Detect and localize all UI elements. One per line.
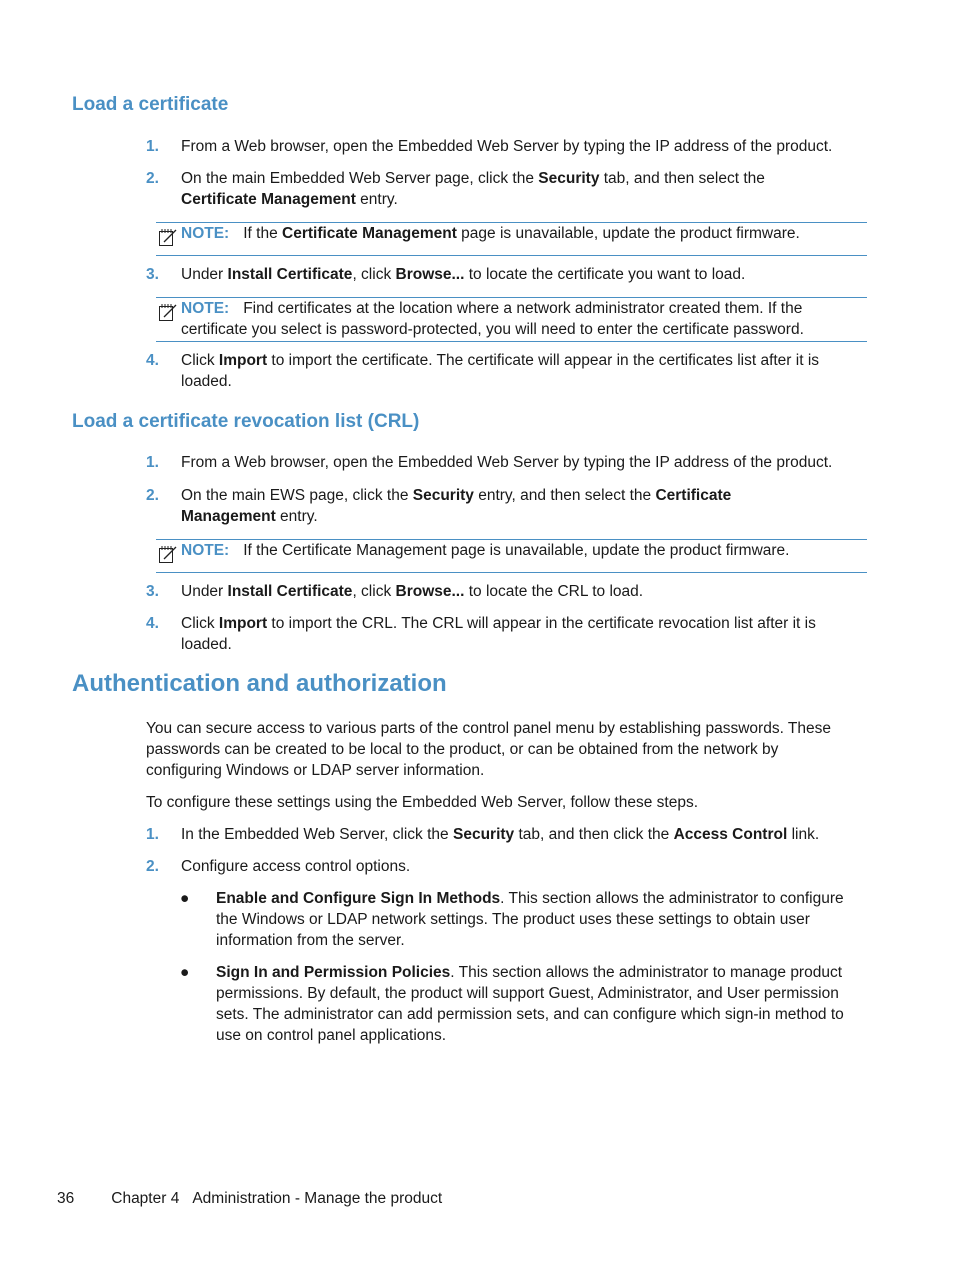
note-text: If the Certificate Management page is unavailable, update the product firmware. — [243, 542, 790, 559]
section-heading-authentication: Authentication and authorization — [72, 670, 447, 697]
step-text: From a Web browser, open the Embedded Web Server by typing the IP address of the product. — [181, 138, 833, 155]
step-number: 2. — [146, 858, 159, 875]
step-text: Click Import to import the certificate. The certificate will appear in the certificates list after it is loaded. — [181, 352, 820, 390]
page-footer — [57, 1188, 442, 1209]
step-text: Under Install Certificate, click Browse... to locate the CRL to load. — [181, 583, 644, 600]
note-icon — [158, 544, 178, 564]
note-box — [156, 539, 867, 573]
page-number: 36 — [57, 1190, 75, 1207]
paragraph: To configure these settings using the Embedded Web Server, follow these steps. — [146, 794, 699, 811]
step-number: 2. — [146, 487, 159, 504]
note-label: NOTE: — [181, 300, 230, 317]
section-heading-load-certificate: Load a certificate — [72, 94, 229, 115]
step-number: 1. — [146, 826, 159, 843]
step-text: Click Import to import the CRL. The CRL will appear in the certificate revocation list after it is loaded. — [181, 615, 816, 653]
step-number: 1. — [146, 138, 159, 155]
step-number: 4. — [146, 352, 159, 369]
step-number: 2. — [146, 170, 159, 187]
note-box — [156, 222, 867, 256]
bullet-text: Sign In and Permission Policies. This section allows the administrator to manage product permissions. By default, the product will support Guest, Administrator, and User permission sets. The administrator can add permission sets, and can configure which sign-in method to use on control panel applications. — [216, 964, 844, 1044]
section-heading-load-crl: Load a certificate revocation list (CRL) — [72, 411, 420, 432]
note-label: NOTE: — [181, 542, 230, 559]
step-number: 3. — [146, 266, 159, 283]
bullet-icon: ● — [180, 890, 190, 907]
note-icon — [158, 302, 178, 322]
step-text: From a Web browser, open the Embedded Web Server by typing the IP address of the product. — [181, 454, 833, 471]
paragraph: You can secure access to various parts of the control panel menu by establishing passwords. These passwords can be created to be local to the product, or can be obtained from the network by configuring Windows or LDAP server information. — [146, 720, 831, 779]
step-text: In the Embedded Web Server, click the Security tab, and then click the Access Control link. — [181, 826, 820, 843]
chapter-label: Chapter 4 — [111, 1190, 180, 1207]
note-text: Find certificates at the location where a network administrator created them. If the certificate you select is password-protected, you will need to enter the certificate password. — [181, 300, 804, 338]
note-icon — [158, 227, 178, 247]
step-text: On the main Embedded Web Server page, click the Security tab, and then select the Certificate Management entry. — [181, 170, 765, 208]
step-number: 1. — [146, 454, 159, 471]
step-number: 3. — [146, 583, 159, 600]
step-text: Under Install Certificate, click Browse... to locate the certificate you want to load. — [181, 266, 746, 283]
step-text: Configure access control options. — [181, 858, 411, 875]
bullet-icon: ● — [180, 964, 190, 981]
note-label: NOTE: — [181, 225, 230, 242]
step-number: 4. — [146, 615, 159, 632]
bullet-text: Enable and Configure Sign In Methods. This section allows the administrator to configure the Windows or LDAP network settings. The product uses these settings to obtain user information from the server. — [216, 890, 844, 949]
note-text: If the Certificate Management page is unavailable, update the product firmware. — [243, 225, 800, 242]
chapter-title: Administration - Manage the product — [192, 1190, 443, 1207]
note-box — [156, 297, 867, 342]
step-text: On the main EWS page, click the Security entry, and then select the Certificate Management entry. — [181, 487, 732, 525]
